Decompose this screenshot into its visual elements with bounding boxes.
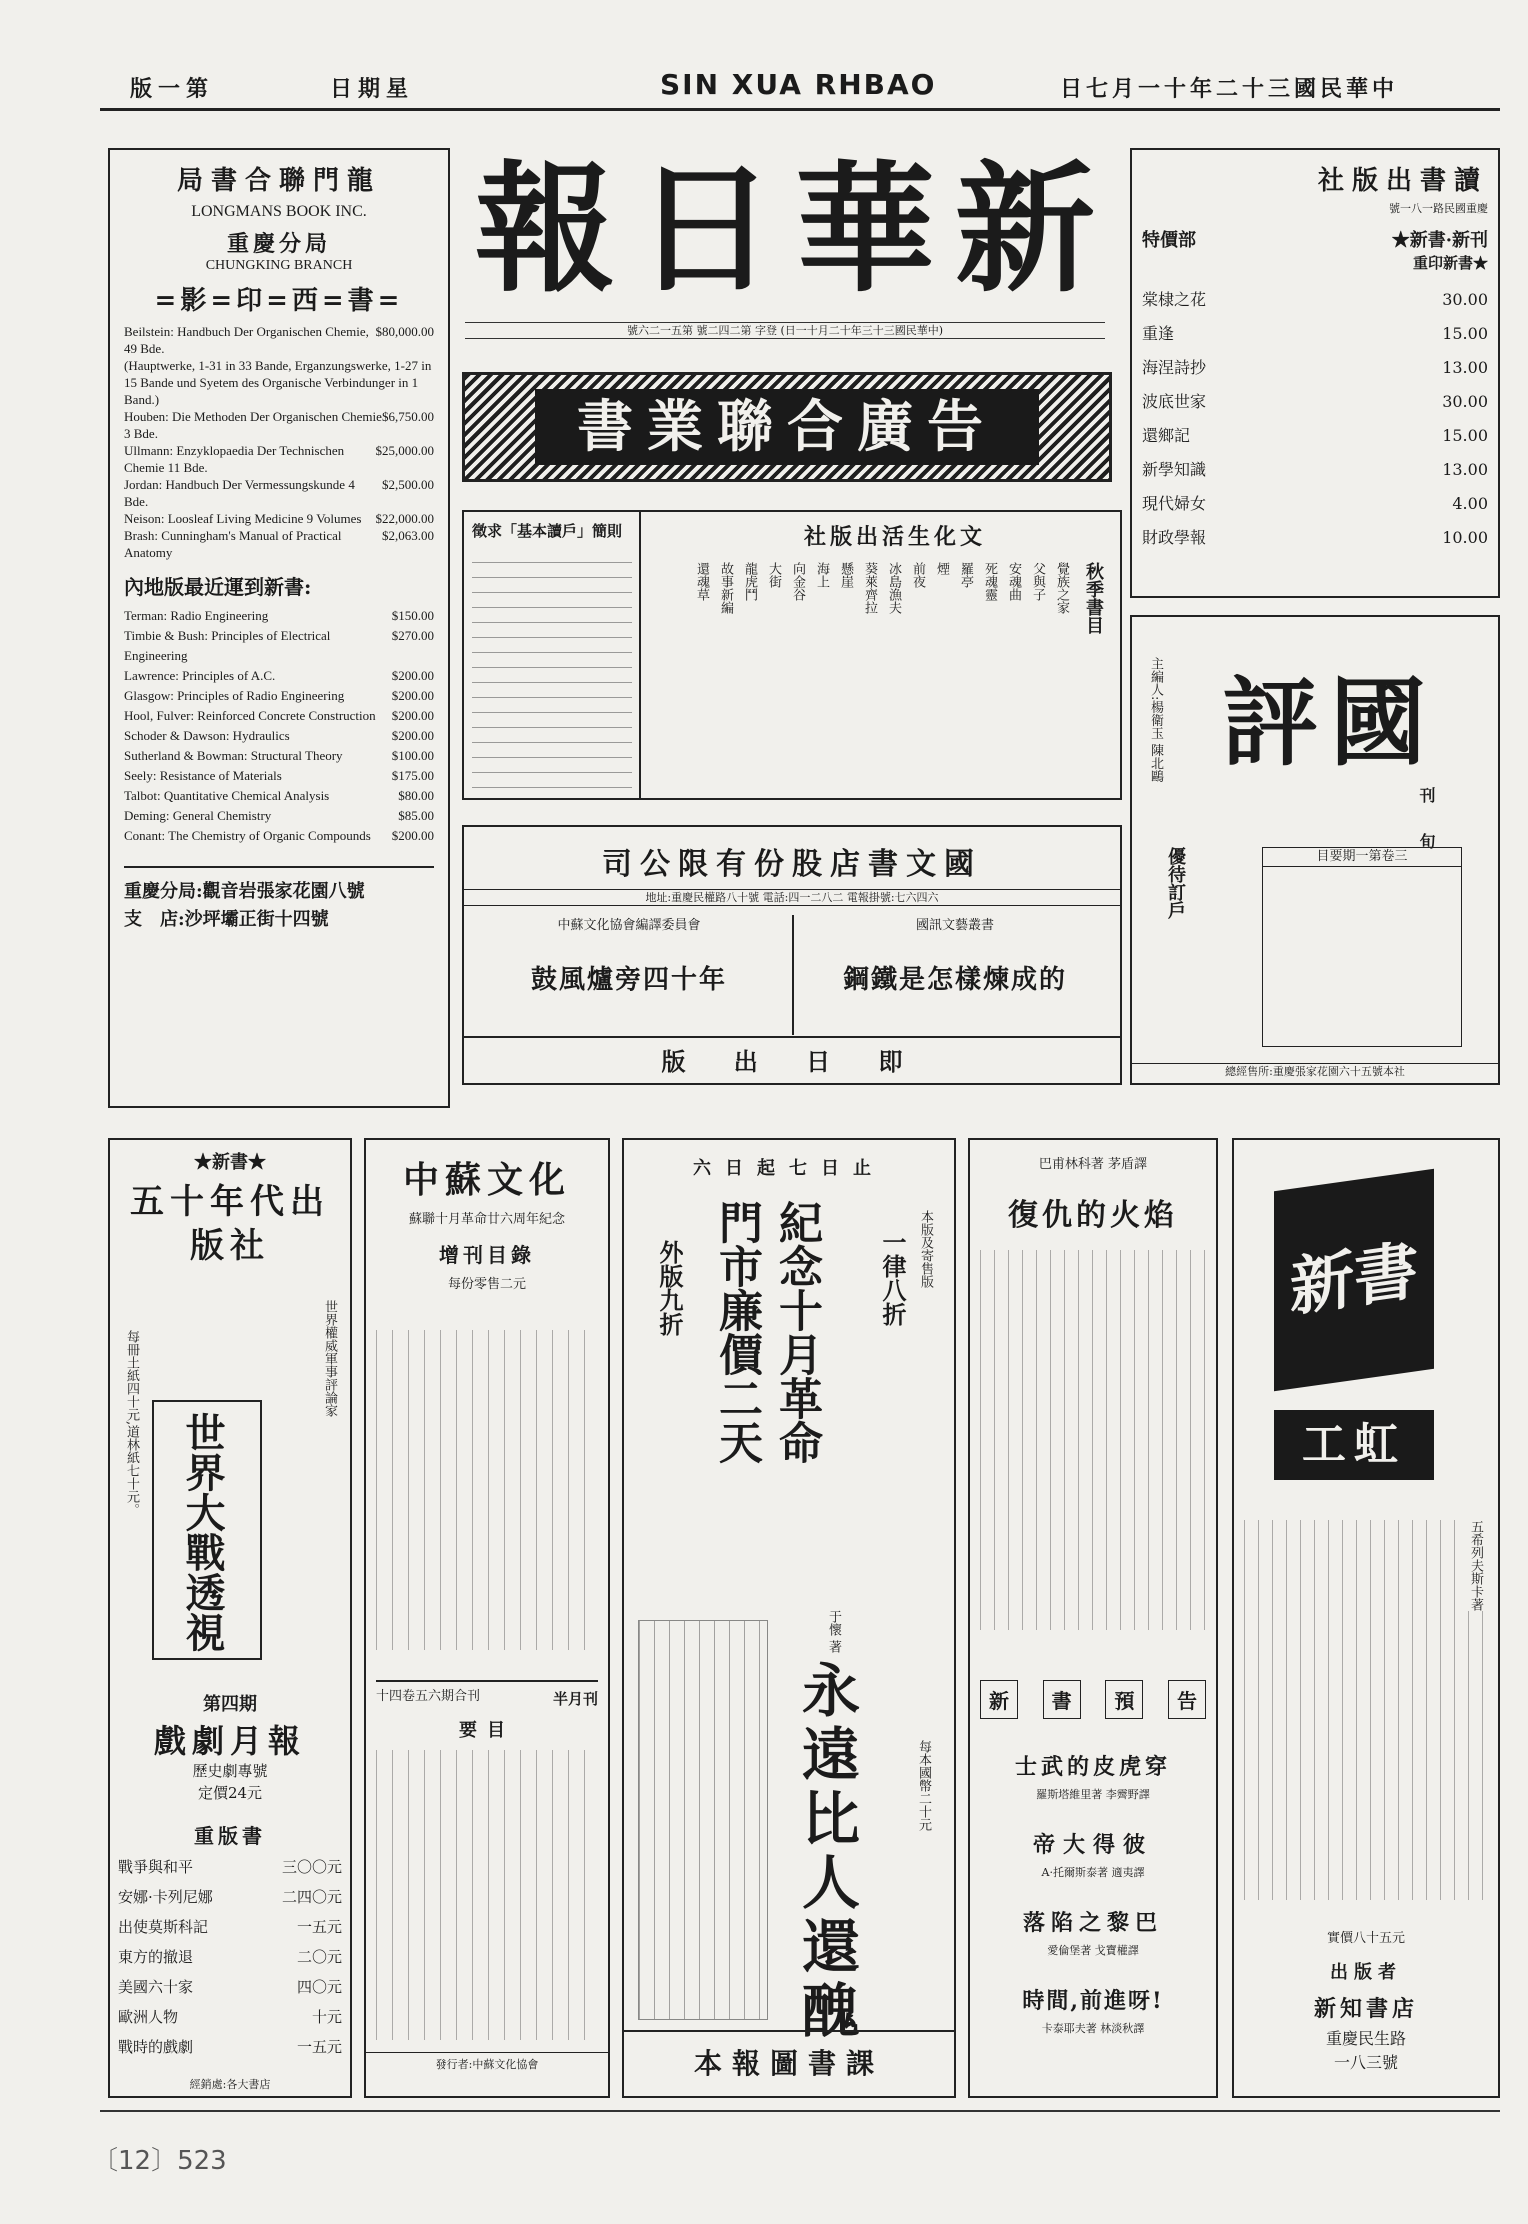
list-item: 棠棣之花 30.00 bbox=[1142, 290, 1488, 309]
preview-char: 書 bbox=[1043, 1680, 1081, 1719]
book-item: Schoder & Dawson: Hydraulics $200.00 bbox=[124, 728, 434, 743]
zhongsu-contents: 要目 bbox=[459, 1720, 515, 1741]
guowen-mid-divider bbox=[792, 915, 794, 1035]
longmans-new-books bbox=[124, 606, 434, 846]
longmans-addr1: 重慶分局:觀音岩張家花園八號 bbox=[124, 881, 365, 902]
octrev-title2: 門市廉價二天 bbox=[711, 1200, 762, 1464]
list-item: 海涅詩抄 13.00 bbox=[1142, 358, 1488, 377]
guowen-right bbox=[800, 917, 1110, 996]
book-item: Hool, Fulver: Reinforced Concrete Construction $200.00 bbox=[124, 708, 434, 723]
wushi-head: ★新書★ bbox=[194, 1152, 266, 1173]
octrev-summary bbox=[638, 1620, 768, 2020]
banner-dateline: 號六二一五第 號二四二第 字登 (日一十月二十年三十三國民華中) bbox=[465, 322, 1105, 339]
gongren-publisher: 出版者 bbox=[1330, 1962, 1402, 1983]
publisher-address: 號一八一路民國重慶 bbox=[1389, 202, 1488, 215]
bottom-rule bbox=[100, 2110, 1500, 2112]
masthead-romanized: SIN XUA RHBAO bbox=[660, 68, 937, 101]
octrev-note1: 本版及寄售版 bbox=[918, 1210, 933, 1288]
guoping-distributor: 總經售所:重慶張家花園六十五號本社 bbox=[1132, 1063, 1498, 1079]
zhongsu-contents-body bbox=[376, 1330, 598, 1650]
wenhua-subtitle: 秋季書目 bbox=[1083, 562, 1104, 634]
preview-char: 預 bbox=[1105, 1680, 1143, 1719]
book-item: Lawrence: Principles of A.C. $200.00 bbox=[124, 668, 434, 683]
gongren-addr2: 一八三號 bbox=[1333, 2053, 1398, 2072]
guowen-title: 司公限有份股店書文國 bbox=[602, 847, 982, 882]
book-title: 大街 bbox=[766, 562, 781, 588]
preview-item: 帝大得彼 A·托爾斯泰著 適夷譯 bbox=[1032, 1832, 1153, 1879]
guowen-left-series: 中蘇文化協會編譯委員會 bbox=[557, 918, 701, 933]
longmans-addr2: 支 店:沙坪壩正街十四號 bbox=[124, 909, 329, 930]
book-title: 羅亭 bbox=[958, 562, 973, 588]
list-item: 出使莫斯科記 一五元 bbox=[118, 1918, 342, 1936]
book-item: Timbie & Bush: Principles of Electrical Engineering $270.00 bbox=[124, 628, 434, 663]
list-item: 戰爭與和平 三〇〇元 bbox=[118, 1858, 342, 1876]
guoping-offer: 優待訂戶 bbox=[1165, 847, 1186, 919]
wushi-book-box bbox=[152, 1400, 262, 1660]
guowen-footer: 版 出 日 即 bbox=[464, 1036, 1120, 1077]
longmans-ad bbox=[108, 148, 450, 1108]
plan-title: 徵求「基本讀戶」簡則 bbox=[472, 522, 623, 540]
revenge-title: 復仇的火焰 bbox=[1008, 1198, 1178, 1233]
guoping-title: 評國 bbox=[1222, 666, 1438, 779]
longmans-books bbox=[124, 323, 434, 561]
publisher-title: 社版出書讀 bbox=[1317, 166, 1488, 196]
zhongsu-title: 中蘇文化 bbox=[402, 1159, 571, 1201]
zhongsu-half: 半月刊 bbox=[552, 1690, 598, 1708]
gongren-title: 新書 bbox=[1274, 1169, 1434, 1391]
publisher-special: 特價部 bbox=[1142, 230, 1196, 251]
zhongsu-half-row bbox=[376, 1680, 598, 1709]
gongren-price: 實價八十五元 bbox=[1326, 1931, 1405, 1946]
revenge-body bbox=[980, 1250, 1206, 1630]
zhongsu-publisher: 發行者:中蘇文化協會 bbox=[366, 2052, 608, 2072]
book-item: Neison: Loosleaf Living Medicine 9 Volumes $22,000.00 bbox=[124, 511, 434, 526]
wushi-reprints bbox=[118, 1852, 342, 2062]
preview-head bbox=[980, 1680, 1206, 1719]
gongren-addr: 重慶民生路 bbox=[1325, 2029, 1406, 2048]
wushi-reprint-title: 重版書 bbox=[194, 1824, 266, 1848]
preview-char: 新 bbox=[980, 1680, 1018, 1719]
preview-item: 時間,前進呀! 卡泰耶夫著 林淡秋譯 bbox=[1022, 1988, 1164, 2035]
book-item: Jordan: Handbuch Der Vermessungskunde 4 Bde. $2,500.00 bbox=[124, 477, 434, 509]
publisher-bullet: ★新書·新刊 bbox=[1391, 230, 1488, 251]
zhongsu-price: 每份零售二元 bbox=[447, 1277, 526, 1292]
guoping-kind: 刊旬 bbox=[1417, 787, 1436, 879]
wushi-drama-issue: 第四期 bbox=[203, 1694, 257, 1715]
book-item: Terman: Radio Engineering $150.00 bbox=[124, 608, 434, 623]
book-title: 龍虎鬥 bbox=[742, 562, 757, 601]
gongren-shop: 新知書店 bbox=[1313, 1996, 1418, 2022]
longmans-photocopy: =影=印=西=書= bbox=[154, 286, 404, 316]
zhongsu-subtitle: 蘇聯十月革命廿六周年紀念 bbox=[408, 1212, 565, 1227]
guowen-left-title: 鼓風爐旁四十年 bbox=[530, 965, 727, 995]
book-item: Talbot: Quantitative Chemical Analysis $80.00 bbox=[124, 788, 434, 803]
preview-list bbox=[980, 1750, 1206, 2036]
book-title: 覺族之家 bbox=[1054, 562, 1069, 614]
preview-item: 落陷之黎巴 愛倫堡著 戈寶權譯 bbox=[1022, 1910, 1163, 1957]
newspaper-title: 報日華新 bbox=[475, 148, 1116, 312]
book-item: Sutherland & Bowman: Structural Theory $100.00 bbox=[124, 748, 434, 763]
book-item: Brash: Cunningham's Manual of Practical Anatomy $2,063.00 bbox=[124, 528, 434, 560]
wenhua-ad bbox=[462, 510, 1122, 800]
list-item: 財政學報 10.00 bbox=[1142, 528, 1488, 547]
masthead-rule bbox=[100, 108, 1500, 111]
longmans-title: 局書合聯門龍 bbox=[176, 166, 381, 196]
book-item: Seely: Resistance of Materials $175.00 bbox=[124, 768, 434, 783]
book-title: 前夜 bbox=[910, 562, 925, 588]
book-title: 向金谷 bbox=[790, 562, 805, 601]
list-item: 東方的撤退 二〇元 bbox=[118, 1948, 342, 1966]
guoping-editors: 主編人:楊衛玉 陳北鷗 bbox=[1148, 657, 1163, 783]
octrev-dates: 六日起七日止 bbox=[693, 1158, 885, 1179]
wushi-drama-title: 戲劇月報 bbox=[153, 1722, 306, 1760]
wushi-series: 世界權威軍事評論家 bbox=[322, 1300, 337, 1417]
octrev-title1: 紀念十月革命 bbox=[771, 1200, 822, 1464]
book-title: 安魂曲 bbox=[1006, 562, 1021, 601]
preview-char: 告 bbox=[1168, 1680, 1206, 1719]
gongren-body bbox=[1244, 1520, 1488, 1900]
book-title: 葵萊齊拉 bbox=[862, 562, 877, 614]
longmans-divider bbox=[124, 866, 434, 868]
book-title: 海上 bbox=[814, 562, 829, 588]
zhongsu-contents-body-2 bbox=[376, 1750, 598, 2040]
book-item: Deming: General Chemistry $85.00 bbox=[124, 808, 434, 823]
guowen-address: 地址:重慶民權路八十號 電話:四一二八二 電報掛號:七六四六 bbox=[464, 889, 1120, 906]
book-title: 還魂草 bbox=[694, 562, 709, 601]
guoping-ad bbox=[1130, 615, 1500, 1085]
wushi-drama-price: 定價24元 bbox=[197, 1784, 263, 1802]
banner-slogan-text: 書業聯合廣告 bbox=[535, 389, 1039, 465]
wushi-book: 世界大戰透視 bbox=[179, 1412, 226, 1652]
book-item: (Hauptwerke, 1-31 in 33 Bande, Erganzungswerke, 1-27 in 15 Bande und Syetem des Organische Verbindunger in 1 Band.) bbox=[124, 358, 432, 407]
book-item: Ullmann: Enzyklopaedia Der Technischen Chemie 11 Bde. $25,000.00 bbox=[124, 443, 434, 475]
masthead-date: 日七月一十年二十三國民華中 bbox=[1060, 76, 1399, 102]
publisher-sub: 重印新書★ bbox=[1412, 254, 1488, 272]
list-item: 還鄉記 15.00 bbox=[1142, 426, 1488, 445]
list-item: 新學知識 13.00 bbox=[1142, 460, 1488, 479]
zhongsu-half-issue: 十四卷五六期合刊 bbox=[376, 1689, 481, 1704]
list-item: 歐洲人物 十元 bbox=[118, 2008, 342, 2026]
octrev-author: 于懷 著 bbox=[826, 1610, 841, 1654]
list-item: 現代婦女 4.00 bbox=[1142, 494, 1488, 513]
octrev-ad bbox=[622, 1138, 956, 2098]
octrev-book: 永遠比人還醜 bbox=[792, 1660, 860, 2044]
gongren-label: 工虹 bbox=[1274, 1410, 1434, 1480]
wushi-ad bbox=[108, 1138, 352, 2098]
masthead-title-block bbox=[455, 140, 1120, 350]
banner-slogan bbox=[462, 372, 1112, 482]
book-item: Glasgow: Principles of Radio Engineering $200.00 bbox=[124, 688, 434, 703]
guoping-issue bbox=[1262, 847, 1462, 1047]
guowen-right-series: 國訊文藝叢書 bbox=[915, 918, 994, 933]
list-item: 安娜·卡列尼娜 二四〇元 bbox=[118, 1888, 342, 1906]
preview-item: 士武的皮虎穿 羅斯塔維里著 李霽野譯 bbox=[1014, 1754, 1171, 1801]
guowen-right-title: 鋼鐵是怎樣煉成的 bbox=[842, 965, 1067, 995]
octrev-footer: 本報圖書課 bbox=[624, 2030, 954, 2082]
wushi-drama-sub: 歷史劇專號 bbox=[192, 1762, 268, 1780]
list-item: 重逢 15.00 bbox=[1142, 324, 1488, 343]
wushi-title: 五十年代出版社 bbox=[130, 1182, 330, 1266]
guowen-left bbox=[474, 917, 784, 996]
longmans-new-heading: 內地版最近運到新書: bbox=[124, 575, 312, 599]
zhongsu-ad bbox=[364, 1138, 610, 2098]
guowen-ad bbox=[462, 825, 1122, 1085]
octrev-price-note: 每本國幣二十元 bbox=[916, 1740, 931, 1831]
book-title: 故事新編 bbox=[718, 562, 733, 614]
list-item: 美國六十家 四〇元 bbox=[118, 1978, 342, 1996]
book-item: Houben: Die Methoden Der Organischen Chemie 3 Bde. $6,750.00 bbox=[124, 409, 434, 441]
publisher-ad bbox=[1130, 148, 1500, 598]
gongren-ad bbox=[1232, 1138, 1500, 2098]
list-item: 戰時的戲劇 一五元 bbox=[118, 2038, 342, 2056]
wenhua-books bbox=[654, 562, 1070, 792]
gongren-author-note: 五希列夫斯卡著 bbox=[1468, 1520, 1483, 1611]
book-title: 死魂靈 bbox=[982, 562, 997, 601]
book-title: 冰島漁夫 bbox=[886, 562, 901, 614]
longmans-branch-en: CHUNGKING BRANCH bbox=[205, 258, 353, 273]
plan-divider bbox=[639, 512, 641, 798]
wenhua-title: 社版出活生化文 bbox=[804, 524, 987, 550]
page-number: 〔12〕523 bbox=[92, 2146, 227, 2176]
wushi-price-note: 每冊土紙四十元,道林紙七十元。 bbox=[124, 1330, 139, 1517]
publisher-heads bbox=[1142, 226, 1488, 252]
masthead-edition: 版一第 bbox=[130, 76, 215, 102]
octrev-note2: 一律八折 bbox=[878, 1230, 907, 1326]
zhongsu-issue: 增刊目錄 bbox=[439, 1243, 535, 1267]
revenge-author: 巴甫林科著 茅盾譯 bbox=[1038, 1157, 1148, 1172]
longmans-branch: 重慶分局 bbox=[226, 231, 331, 257]
wushi-footer: 經銷處:各大書店 bbox=[189, 2078, 271, 2091]
masthead-weekday: 日期星 bbox=[330, 76, 415, 102]
octrev-note3: 外版九折 bbox=[655, 1240, 684, 1336]
book-title: 父與子 bbox=[1030, 562, 1045, 601]
longmans-english: LONGMANS BOOK INC. bbox=[191, 203, 367, 220]
book-title: 懸崖 bbox=[838, 562, 853, 588]
publisher-list bbox=[1142, 283, 1488, 555]
list-item: 波底世家 30.00 bbox=[1142, 392, 1488, 411]
book-item: Beilstein: Handbuch Der Organischen Chemie, 49 Bde. $80,000.00 bbox=[124, 324, 434, 356]
plan-body bbox=[472, 562, 632, 792]
book-item: Conant: The Chemistry of Organic Compounds $200.00 bbox=[124, 828, 434, 843]
revenge-ad bbox=[968, 1138, 1218, 2098]
guoping-issue-label: 目要期一第卷三 bbox=[1263, 848, 1461, 867]
book-title: 煙 bbox=[934, 562, 949, 575]
